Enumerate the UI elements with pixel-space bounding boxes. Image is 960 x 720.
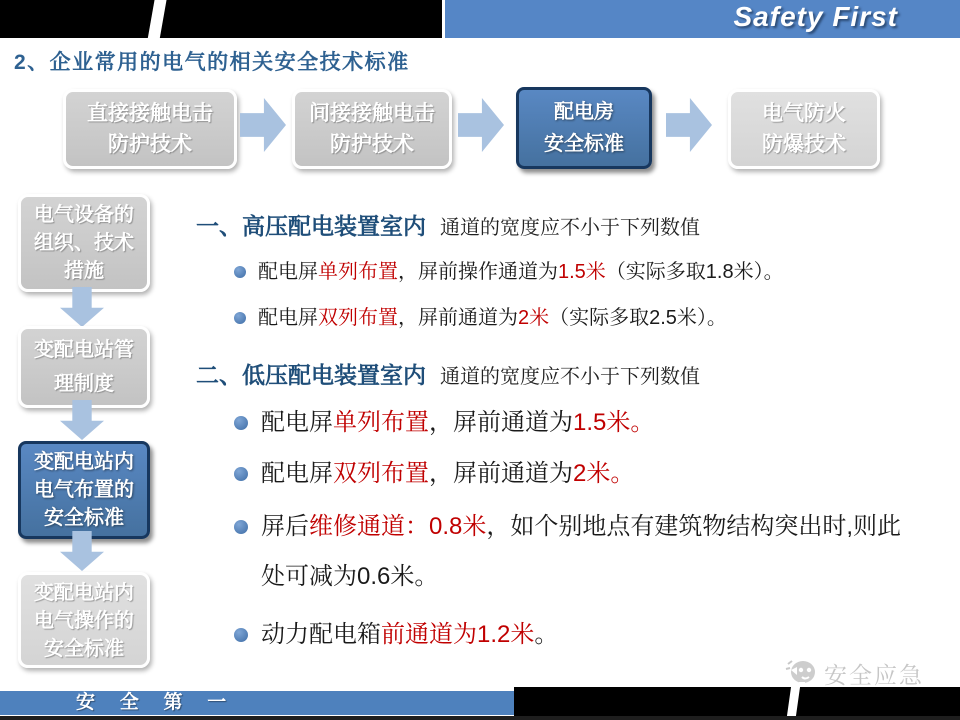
section-title: 高压配电装置室内 xyxy=(242,213,426,239)
watermark xyxy=(784,656,924,690)
sidebar-box-equipment-measures: 电气设备的 组织、技术 措施 xyxy=(18,194,150,292)
section-low-voltage xyxy=(196,357,952,653)
section-number: 二、 xyxy=(196,362,242,388)
bullet-dot-icon xyxy=(234,266,246,278)
footer-slogan: 安 全 第 一 xyxy=(76,692,237,713)
bullet-dot-icon xyxy=(234,467,248,481)
mascot-icon xyxy=(784,656,818,690)
sidebar-box-management-system: 变配电站管 理制度 xyxy=(18,326,150,408)
list-item xyxy=(234,257,952,287)
list-item-text: 配电屏双列布置，屏前通道为2米（实际多取2.5米）。 xyxy=(258,307,727,329)
arrow-right-icon xyxy=(240,98,286,152)
list-item-text: 配电屏双列布置，屏前通道为2米。 xyxy=(261,460,635,487)
bullet-dot-icon xyxy=(234,520,248,534)
top-black-bar xyxy=(0,0,442,38)
list-item xyxy=(234,617,952,653)
flow-box-fire-explosion: 电气防火 防爆技术 xyxy=(728,89,880,169)
main-content xyxy=(196,208,952,653)
flow-box-indirect-contact: 间接接触电击 防护技术 xyxy=(292,89,452,169)
list-item-text: 配电屏单列布置，屏前操作通道为1.5米（实际多取1.8米）。 xyxy=(258,261,784,283)
bullet-dot-icon xyxy=(234,628,248,642)
list-item xyxy=(234,456,952,492)
footer-black-bar xyxy=(514,687,960,716)
list-item xyxy=(234,502,952,602)
list-item-text: 动力配电箱前通道为1.2米。 xyxy=(261,621,559,648)
watermark-label: 安全应急 xyxy=(824,661,924,688)
safety-first-label: Safety First xyxy=(733,1,898,32)
section-high-voltage xyxy=(196,208,952,333)
section-title: 低压配电装置室内 xyxy=(242,362,426,388)
section-number: 一、 xyxy=(196,213,242,239)
bullet-dot-icon xyxy=(234,312,246,324)
sidebar-box-layout-standard-active: 变配电站内 电气布置的 安全标准 xyxy=(18,441,150,539)
flow-box-direct-contact: 直接接触电击 防护技术 xyxy=(63,89,237,169)
list-item-text: 配电屏单列布置，屏前通道为1.5米。 xyxy=(261,409,655,436)
section-heading xyxy=(196,357,952,390)
section-subtitle: 通道的宽度应不小于下列数值 xyxy=(440,366,700,388)
arrow-right-icon xyxy=(458,98,504,152)
arrow-right-icon xyxy=(666,98,712,152)
list-item-text: 屏后维修通道：0.8米，如个别地点有建筑物结构突出时,则此 处可减为0.6米。 xyxy=(261,513,902,590)
list-item xyxy=(234,405,952,441)
list-item xyxy=(234,303,952,333)
section-subtitle: 通道的宽度应不小于下列数值 xyxy=(440,217,700,239)
bottom-border-line xyxy=(0,716,960,720)
sidebar-box-operation-standard: 变配电站内 电气操作的 安全标准 xyxy=(18,572,150,668)
page-title: 2、企业常用的电气的相关安全技术标准 xyxy=(14,51,410,74)
section-heading xyxy=(196,208,952,241)
flow-box-distribution-room-active: 配电房 安全标准 xyxy=(516,87,652,169)
bullet-dot-icon xyxy=(234,416,248,430)
arrow-down-icon xyxy=(60,287,104,327)
